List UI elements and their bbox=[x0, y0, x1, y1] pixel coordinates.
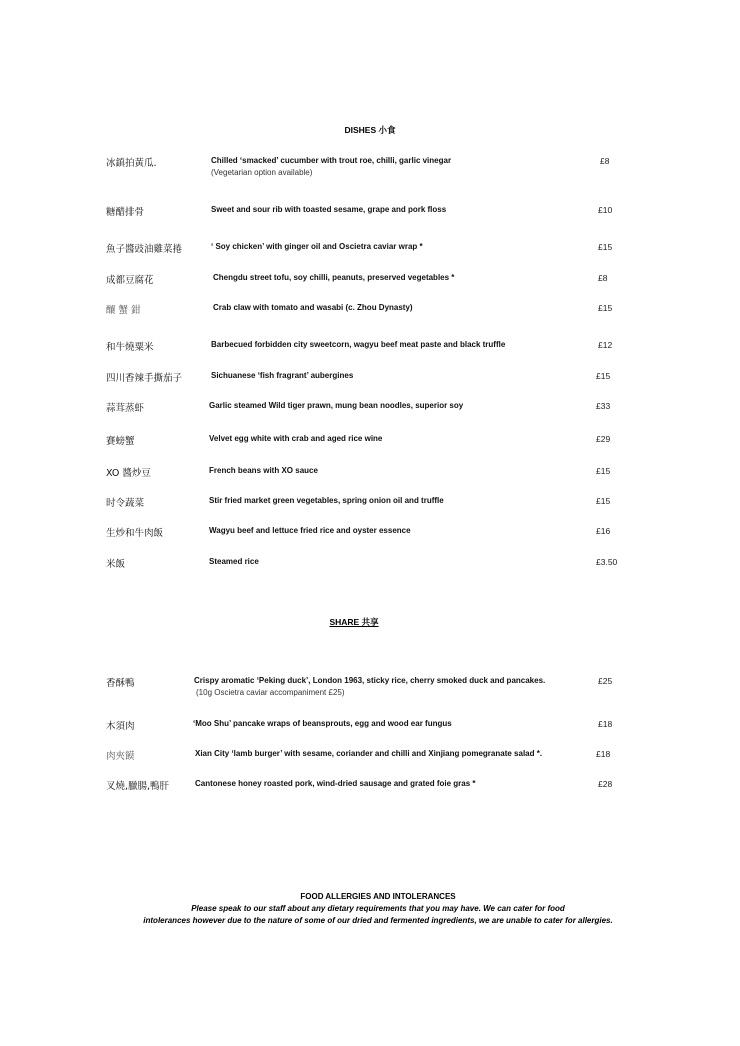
dish-price: £18 bbox=[596, 749, 611, 759]
dish-price: £25 bbox=[598, 676, 613, 686]
dish-price: £15 bbox=[596, 466, 611, 476]
dish-price: £3.50 bbox=[596, 557, 618, 567]
dish-description: Garlic steamed Wild tiger prawn, mung bean noodles, superior soy bbox=[209, 401, 464, 410]
dish-note: (Vegetarian option available) bbox=[211, 168, 313, 177]
dish-price: £15 bbox=[596, 496, 611, 506]
allergies-line-1: Please speak to our staff about any dietary requirements that you may have. We can cater for food bbox=[191, 904, 565, 913]
dish-chinese-name: 肉夾饃 bbox=[106, 751, 135, 762]
dish-description: Crispy aromatic ‘Peking duck’, London 1963, sticky rice, cherry smoked duck and pancakes. bbox=[194, 676, 546, 685]
dish-chinese-name: 木須肉 bbox=[106, 721, 135, 732]
dish-description: Steamed rice bbox=[209, 557, 259, 566]
dish-description: French beans with XO sauce bbox=[209, 466, 318, 475]
section-title-dishes: DISHES 小食 bbox=[344, 125, 396, 135]
dish-chinese-name: 生炒和牛肉飯 bbox=[106, 528, 164, 539]
dish-description: Barbecued forbidden city sweetcorn, wagyu beef meat paste and black truffle bbox=[211, 340, 506, 349]
dish-price: £15 bbox=[598, 303, 613, 313]
dish-chinese-name: 冰鎮拍黃瓜. bbox=[106, 158, 157, 169]
section-title-share-text: SHARE 共享 bbox=[329, 617, 379, 627]
dish-description: Chengdu street tofu, soy chilli, peanuts, preserved vegetables * bbox=[213, 273, 455, 282]
allergies-title: FOOD ALLERGIES AND INTOLERANCES bbox=[300, 892, 456, 901]
dish-description: Wagyu beef and lettuce fried rice and oyster essence bbox=[209, 526, 411, 535]
dish-description: ‘ Soy chicken’ with ginger oil and Oscietra caviar wrap * bbox=[211, 242, 423, 251]
dish-description: Velvet egg white with crab and aged rice wine bbox=[209, 434, 383, 443]
dish-price: £8 bbox=[600, 156, 610, 166]
section-title-share bbox=[0, 616, 724, 628]
dish-price: £12 bbox=[598, 340, 613, 350]
dish-chinese-name: 叉燒,臘腸,鴨肝 bbox=[106, 781, 170, 792]
dish-price: £10 bbox=[598, 205, 613, 215]
dish-description: Crab claw with tomato and wasabi (c. Zhou Dynasty) bbox=[213, 303, 413, 312]
allergies-line-2: intolerances however due to the nature of some of our dried and fermented ingredients, we are unable to cater for allergies. bbox=[143, 916, 613, 925]
dish-description: Cantonese honey roasted pork, wind-dried sausage and grated foie gras * bbox=[195, 779, 476, 788]
dish-description: Stir fried market green vegetables, spring onion oil and truffle bbox=[209, 496, 444, 505]
dish-chinese-name: 时令蔬菜 bbox=[106, 498, 145, 509]
dish-price: £16 bbox=[596, 526, 611, 536]
dish-description: Chilled ‘smacked’ cucumber with trout roe, chilli, garlic vinegar bbox=[211, 156, 452, 165]
dish-price: £15 bbox=[596, 371, 611, 381]
dish-chinese-name: 四川香辣手撕茄子 bbox=[106, 373, 183, 384]
dish-price: £8 bbox=[598, 273, 608, 283]
dish-price: £29 bbox=[596, 434, 611, 444]
dish-chinese-name: 賽螃蟹 bbox=[106, 436, 135, 447]
dish-chinese-name: 和牛燒粟米 bbox=[106, 342, 154, 353]
dish-description: Xian City ‘lamb burger’ with sesame, coriander and chilli and Xinjiang pomegranate salad *. bbox=[195, 749, 543, 758]
dish-price: £18 bbox=[598, 719, 613, 729]
dish-note: (10g Oscietra caviar accompaniment £25) bbox=[196, 688, 345, 697]
dish-chinese-name: 成都豆腐花 bbox=[106, 275, 154, 286]
dish-chinese-name: 魚子醬豉油雞菜捲 bbox=[106, 244, 183, 255]
dish-chinese-name: XO 醬炒豆 bbox=[106, 468, 151, 479]
dish-chinese-name: 米飯 bbox=[106, 559, 126, 570]
dish-description: Sichuanese ‘fish fragrant’ aubergines bbox=[211, 371, 354, 380]
dish-chinese-name: 蒜茸蒸虾 bbox=[106, 403, 145, 414]
dish-price: £28 bbox=[598, 779, 613, 789]
dish-chinese-name: 香酥鴨 bbox=[106, 678, 135, 689]
dish-chinese-name: 糖醋排骨 bbox=[106, 207, 145, 218]
dish-description: ‘Moo Shu’ pancake wraps of beansprouts, egg and wood ear fungus bbox=[193, 719, 452, 728]
dish-price: £33 bbox=[596, 401, 611, 411]
dish-description: Sweet and sour rib with toasted sesame, grape and pork floss bbox=[211, 205, 447, 214]
dish-chinese-name: 釀 蟹 鉗 bbox=[106, 305, 141, 316]
dish-price: £15 bbox=[598, 242, 613, 252]
